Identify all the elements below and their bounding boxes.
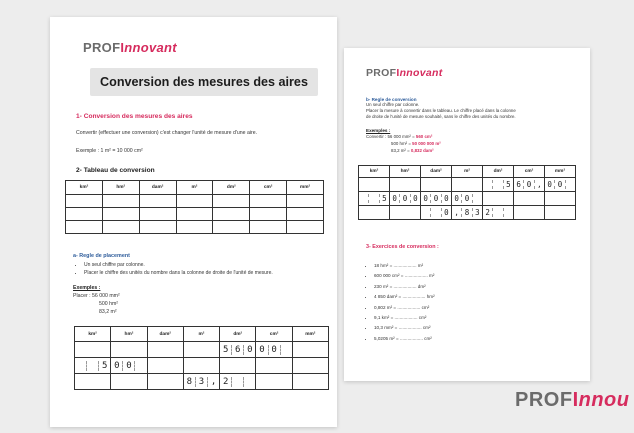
digit-slot: 5 xyxy=(379,194,389,203)
digit-slot: 0 xyxy=(392,194,397,203)
unit-header: hm² xyxy=(102,181,139,195)
table-cell xyxy=(514,178,545,192)
digit-slot xyxy=(483,180,492,189)
table-cell xyxy=(111,342,147,358)
digit-slot: 2 xyxy=(485,208,490,217)
worksheet-page-1 xyxy=(50,17,337,427)
digit-slot: 0 xyxy=(114,360,120,371)
digit-slot: 6 xyxy=(516,180,521,189)
table-cell xyxy=(287,195,324,208)
table-cell xyxy=(111,374,147,390)
digit-slot xyxy=(75,361,86,371)
worksheet-page-2 xyxy=(344,48,590,381)
unit-header: dam² xyxy=(139,181,176,195)
digit-slot: 6 xyxy=(231,345,243,355)
table-cell xyxy=(250,221,287,234)
table-cell xyxy=(176,208,213,221)
convert-result: 50 000 000 m² xyxy=(412,141,441,146)
exercises-title: 3- Exercices de conversion : xyxy=(366,244,439,250)
digit-slot xyxy=(280,345,292,355)
table-cell xyxy=(139,195,176,208)
digit-slot xyxy=(243,377,255,387)
table-cell xyxy=(75,358,111,374)
table-cell xyxy=(102,208,139,221)
table-cell xyxy=(390,192,421,206)
conversion-table-empty xyxy=(65,180,324,234)
digit-slot: 0 xyxy=(399,194,409,203)
digit-slot: 3 xyxy=(195,377,207,387)
digit-slot: 5 xyxy=(503,180,513,189)
table-cell xyxy=(287,208,324,221)
digit-slot: 0 xyxy=(410,194,420,203)
table-cell xyxy=(66,195,103,208)
profinnovant-logo: PROFInnovant xyxy=(366,67,443,79)
unit-header: hm² xyxy=(111,327,147,342)
table-cell xyxy=(452,192,483,206)
digit-slot: 8 xyxy=(461,208,471,217)
exercise-item: • 18 hm² = .................. m² xyxy=(374,261,435,271)
table-cell xyxy=(213,195,250,208)
example-line: Exemple : 1 m² = 10 000 cm² xyxy=(76,148,143,154)
digit-slot xyxy=(231,377,243,387)
section-2-title: 2- Tableau de conversion xyxy=(76,167,155,174)
table-cell xyxy=(147,358,183,374)
digit-slot xyxy=(368,194,378,203)
table-cell xyxy=(213,221,250,234)
table-cell xyxy=(183,342,219,358)
example-value: 500 hm² xyxy=(99,301,119,307)
unit-header: dam² xyxy=(421,166,452,178)
table-cell xyxy=(176,221,213,234)
digit-slot xyxy=(492,208,502,217)
table-cell xyxy=(390,178,421,192)
exercise-list xyxy=(366,261,435,344)
unit-header: m² xyxy=(183,327,219,342)
rule-line: Un seul chiffre par colonne. xyxy=(366,102,420,107)
digit-slot xyxy=(134,361,146,371)
digit-slot: , xyxy=(454,208,459,217)
digit-slot: 0 xyxy=(441,208,451,217)
table-cell xyxy=(452,178,483,192)
table-cell xyxy=(220,358,256,374)
section-1-text: Convertir (effectuer une conversion) c'est changer l'unité de mesure d'une aire. xyxy=(76,130,258,136)
examples-title: Exemples : xyxy=(73,285,101,291)
exercise-item: • 4 850 dam² = .................. hm² xyxy=(374,292,435,302)
unit-header: dam² xyxy=(147,327,183,342)
table-cell xyxy=(256,358,292,374)
table-cell xyxy=(139,221,176,234)
digit-slot: 8 xyxy=(186,376,193,387)
conversion-table-filled xyxy=(74,326,329,390)
digit-slot: 0 xyxy=(430,194,440,203)
table-cell xyxy=(250,208,287,221)
table-cell xyxy=(66,221,103,234)
table-cell xyxy=(102,221,139,234)
rule-item: • Placer le chiffre des unités du nombre dans la colonne de droite de l'unité de mesure. xyxy=(84,269,273,277)
table-cell xyxy=(176,195,213,208)
table-cell xyxy=(147,342,183,358)
convert-result: 560 cm² xyxy=(415,134,433,139)
unit-header: dm² xyxy=(483,166,514,178)
digit-slot xyxy=(430,208,440,217)
unit-header: mm² xyxy=(287,181,324,195)
page-title: Conversion des mesures des aires xyxy=(90,68,318,96)
exercise-item: • 9,1 km² = .................. cm² xyxy=(374,313,435,323)
digit-slot: , xyxy=(207,377,219,387)
rule-line: Placer la mesure à convertir dans le tableau. Le chiffre placé dans la colonne xyxy=(366,108,516,113)
table-cell xyxy=(545,178,576,192)
table-cell xyxy=(220,342,256,358)
unit-header: cm² xyxy=(256,327,292,342)
exercise-item: • 0,802 m² = .................. cm² xyxy=(374,303,435,313)
table-cell xyxy=(139,208,176,221)
digit-slot: 2 xyxy=(222,376,229,387)
unit-header: km² xyxy=(75,327,111,342)
table-cell xyxy=(421,206,452,220)
digit-slot xyxy=(503,208,513,217)
example-value: 83,2 m² xyxy=(99,309,117,315)
digit-slot: 5 xyxy=(222,344,229,355)
table-cell xyxy=(359,206,390,220)
table-cell xyxy=(183,374,219,390)
convert-result: 0,832 dam² xyxy=(410,148,434,153)
unit-header: cm² xyxy=(514,166,545,178)
unit-header: dm² xyxy=(220,327,256,342)
profinnovant-watermark-logo: PROFInnou xyxy=(515,389,630,411)
digit-slot: 0 xyxy=(259,344,265,355)
rule-title: b- Regle de conversion xyxy=(366,97,417,102)
unit-header: cm² xyxy=(250,181,287,195)
digit-slot: 0 xyxy=(423,194,428,203)
convert-line: Convertir : 56 000 mm² = 560 cm² xyxy=(366,134,433,139)
profinnovant-logo: PROFInnovant xyxy=(83,40,177,55)
table-cell xyxy=(250,195,287,208)
unit-header: dm² xyxy=(213,181,250,195)
digit-slot xyxy=(472,194,482,203)
exercise-item: • 5,0205 m² = .................. cm² xyxy=(374,334,435,344)
unit-header: m² xyxy=(452,166,483,178)
digit-slot: 5 xyxy=(98,361,110,371)
examples-title: Exemples : xyxy=(366,128,391,133)
unit-header: mm² xyxy=(545,166,576,178)
table-cell xyxy=(220,374,256,390)
digit-slot xyxy=(492,180,502,189)
table-cell xyxy=(292,374,328,390)
table-cell xyxy=(111,358,147,374)
digit-slot: 0 xyxy=(441,194,451,203)
table-cell xyxy=(359,192,390,206)
table-cell xyxy=(292,342,328,358)
table-cell xyxy=(75,374,111,390)
unit-header: mm² xyxy=(292,327,328,342)
digit-slot: 3 xyxy=(472,208,482,217)
digit-slot xyxy=(359,194,368,203)
exercise-item: • 600 000 cm² = .................. m² xyxy=(374,271,435,281)
exercise-item: • 10,3 mm² = .................. cm² xyxy=(374,323,435,333)
exercise-item: • 230 m² = .................. dm² xyxy=(374,282,435,292)
table-cell xyxy=(213,208,250,221)
table-cell xyxy=(390,206,421,220)
unit-header: hm² xyxy=(390,166,421,178)
table-cell xyxy=(287,221,324,234)
table-cell xyxy=(514,206,545,220)
table-cell xyxy=(292,358,328,374)
digit-slot: 0 xyxy=(122,361,134,371)
rule-title: a- Regle de placement xyxy=(73,253,130,259)
digit-slot: 0 xyxy=(461,194,471,203)
table-cell xyxy=(452,206,483,220)
rule-line: de droite de l'unité de mesure souhaité, sans le chiffre des unités du nombre. xyxy=(366,114,516,119)
table-cell xyxy=(102,195,139,208)
table-cell xyxy=(256,374,292,390)
table-cell xyxy=(256,342,292,358)
digit-slot: , xyxy=(534,180,544,189)
unit-header: m² xyxy=(176,181,213,195)
example-value: Placer : 56 000 mm² xyxy=(73,293,120,299)
table-cell xyxy=(75,342,111,358)
table-cell xyxy=(66,208,103,221)
digit-slot xyxy=(565,180,575,189)
table-cell xyxy=(483,178,514,192)
unit-header: km² xyxy=(359,166,390,178)
convert-line: 500 hm² = 50 000 000 m² xyxy=(391,141,441,146)
section-1-title: 1- Conversion des mesures des aires xyxy=(76,113,193,120)
table-cell xyxy=(514,192,545,206)
digit-slot: 0 xyxy=(243,345,255,355)
conversion-table-worked xyxy=(358,165,576,220)
digit-slot: 0 xyxy=(523,180,533,189)
digit-slot xyxy=(421,208,430,217)
table-cell xyxy=(147,374,183,390)
digit-slot xyxy=(86,361,98,371)
table-cell xyxy=(359,178,390,192)
digit-slot: 0 xyxy=(454,194,459,203)
digit-slot: 0 xyxy=(268,345,280,355)
rule-list xyxy=(76,261,273,277)
table-cell xyxy=(421,192,452,206)
table-cell xyxy=(483,192,514,206)
digit-slot: 0 xyxy=(554,180,564,189)
convert-line: 83,2 m² = 0,832 dam² xyxy=(391,148,434,153)
digit-slot: 0 xyxy=(547,180,552,189)
table-cell xyxy=(545,192,576,206)
rule-item: • Un seul chiffre par colonne. xyxy=(84,261,273,269)
table-cell xyxy=(183,358,219,374)
unit-header: km² xyxy=(66,181,103,195)
table-cell xyxy=(421,178,452,192)
table-cell xyxy=(545,206,576,220)
table-cell xyxy=(483,206,514,220)
